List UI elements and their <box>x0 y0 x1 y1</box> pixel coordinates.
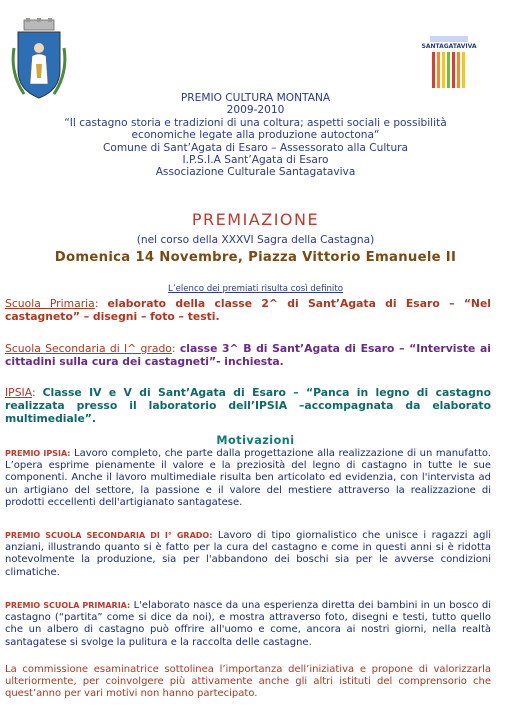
motivazione-secondaria <box>5 530 491 579</box>
motivazione-primaria-text: L'elaborato nasce da una esperienza diretta dei bambini in un bosco di castagno (“partita” come si dice da noi), e mostra attraverso foto, disegni e testi, tutto quello che un albero di castagno può offrire all'uomo e come, ancora ai nostri giorni, nella realtà santagatese si svolge la pulitura e la raccolta delle castagne. <box>5 600 492 648</box>
header-line-6: I.P.S.I.A Sant’Agata di Esaro <box>182 154 329 167</box>
intro-line: L’elenco dei premiati risulta così definito <box>168 284 343 294</box>
entry-secondaria: Scuola Secondaria di I^ grado: classe 3^ B di Sant’Agata di Esaro – “Interviste ai cittadini sulla cura dei castagneti”- inchiesta. <box>5 342 491 369</box>
entry-ipsia-text: Classe IV e V di Sant’Agata di Esaro – “Panca in legno di castagno realizzata presso il laboratorio dell’IPSIA –accompagnata da elaborato multimediale”. <box>5 386 491 426</box>
header-line-4: economiche legate alla produzione autoctona“ <box>131 129 380 142</box>
santagataviva-logo <box>420 34 478 92</box>
motivazione-ipsia <box>5 448 491 509</box>
motivazione-secondaria-label: PREMIO SCUOLA SECONDARIA DI I° GRADO: <box>5 531 213 540</box>
page-title: PREMIAZIONE <box>191 210 320 229</box>
page-subtitle: (nel corso della XXXVI Sagra della Castagna) <box>136 234 375 246</box>
entry-ipsia: IPSIA: Classe IV e V di Sant’Agata di Esaro – “Panca in legno di castagno realizzata presso il laboratorio dell’IPSIA –accompagnata da elaborato multimediale”. <box>5 386 491 426</box>
entry-secondaria-lead: Scuola Secondaria di I^ grado <box>5 342 172 355</box>
header-block <box>0 92 511 179</box>
motivazione-secondaria-text: Lavoro di tipo giornalistico che unisce i ragazzi agli anziani, illustrando quanto si è fatto per la cura del castagno e come in questi anni si è ridotta notevolmente la produzione, sia per l'abbandono dei boschi sia per le avverse condizioni climatiche. <box>5 530 491 578</box>
entry-ipsia-lead: IPSIA <box>5 386 32 399</box>
header-line-3: “Il castagno storia e tradizioni di una coltura; aspetti sociali e possibilità <box>64 116 447 129</box>
header-line-2: 2009-2010 <box>226 104 285 117</box>
header-line-5: Comune di Sant’Agata di Esaro – Assessorato alla Cultura <box>102 141 409 154</box>
entry-primaria: Scuola Primaria: elaborato della classe 2^ di Sant’Agata di Esaro – “Nel castagneto” – disegni – foto – testi. <box>5 297 491 324</box>
closing-paragraph: La commissione esaminatrice sottolinea l’importanza dell’iniziativa e propone di valorizzarla ulteriormente, per coinvolgere più attivamente anche gli altri istituti del comprensorio che quest’anno per vari motivi non hanno partecipato. <box>5 664 491 700</box>
svg-text:SANTAGATAVIVA: SANTAGATAVIVA <box>421 43 477 50</box>
motivazione-ipsia-text: Lavoro completo, che parte dalla progettazione alla realizzazione di un manufatto. L’opera esprime pienamente il valore e la preziosità del legno di castagno in tutte le sue componenti. Anche il lavoro multimediale risulta ben articolato ed evidenzia, con l'intervista ad un artigiano del settore, la passione e il valore del mestiere attraverso la realizzazione di prodotti eccellenti dell'artigianato santagatese. <box>5 448 491 508</box>
event-date: Domenica 14 Novembre, Piazza Vittorio Emanuele II <box>54 250 457 265</box>
header-line-1: PREMIO CULTURA MONTANA <box>180 92 331 104</box>
motivazione-primaria-label: PREMIO SCUOLA PRIMARIA: <box>5 601 131 610</box>
header-line-7: Associazione Culturale Santagataviva <box>155 166 356 179</box>
motivazione-ipsia-label: PREMIO IPSIA: <box>5 449 71 458</box>
entry-primaria-lead: Scuola Primaria <box>5 297 95 310</box>
motivazione-primaria <box>5 600 491 649</box>
coat-of-arms-logo <box>10 18 68 100</box>
entry-primaria-text: elaborato della classe 2^ di Sant’Agata di Esaro – “Nel castagneto” – disegni – foto – testi. <box>5 297 491 324</box>
entry-secondaria-text: classe 3^ B di Sant’Agata di Esaro – “Interviste ai cittadini sulla cura dei castagneti”- inchiesta. <box>5 342 491 369</box>
motivazioni-title: Motivazioni <box>216 434 295 447</box>
